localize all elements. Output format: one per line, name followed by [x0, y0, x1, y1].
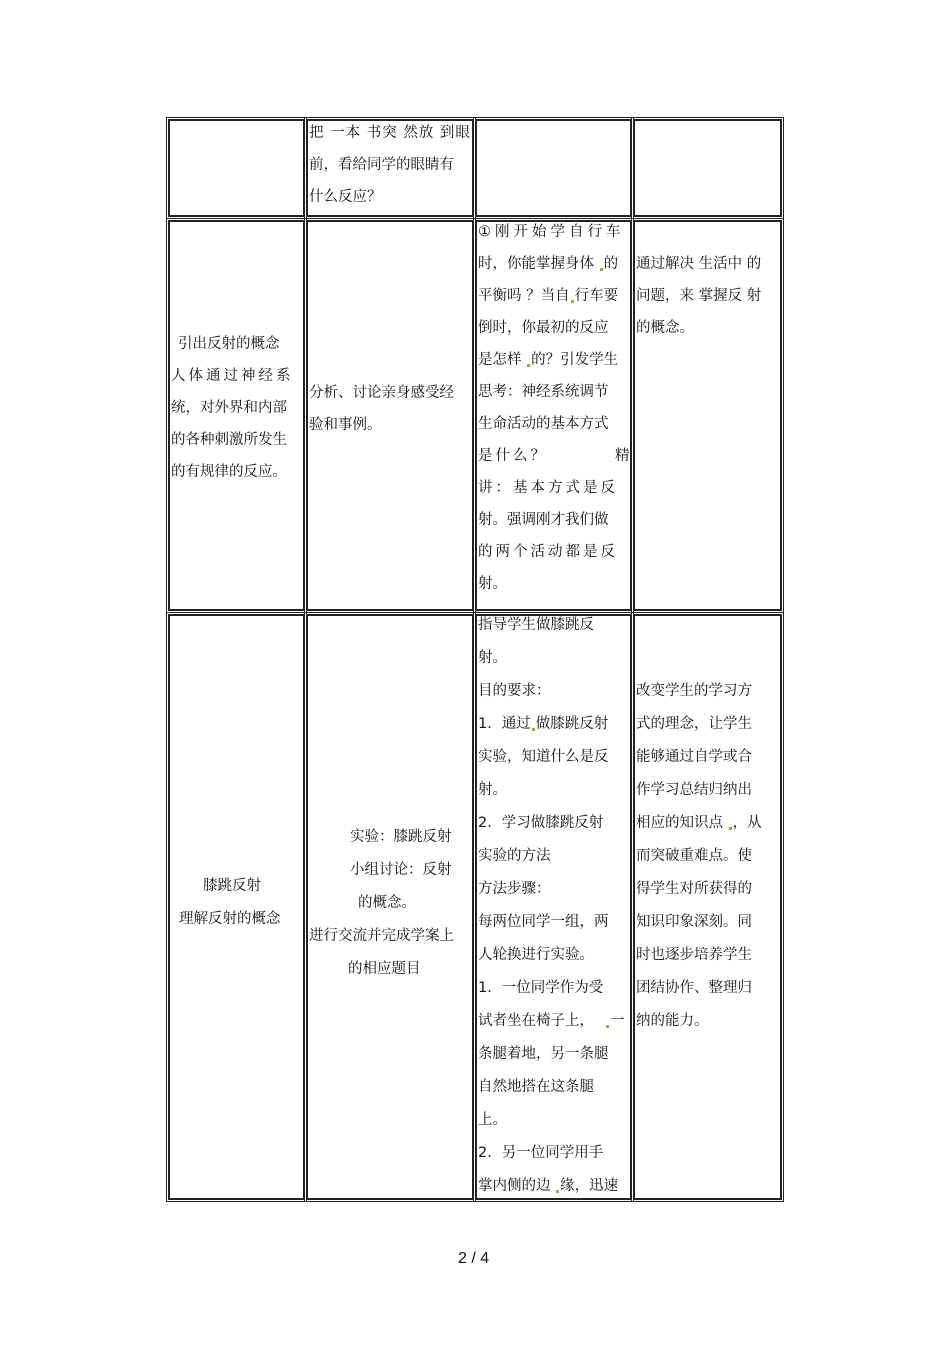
cell-text: 射。	[478, 576, 507, 592]
cell-text-part: 的？引发学生	[531, 352, 619, 368]
table-cell-r3-c2	[306, 614, 474, 1200]
cell-text: 引出反射的概念	[178, 336, 280, 352]
cell-text: 问题，来 掌握反 射	[636, 288, 762, 304]
cell-text: 时也逐步培养学生	[636, 947, 752, 963]
cell-text: 团结协作、整理归	[636, 980, 752, 996]
cell-text: 倒时，你最初的反应	[478, 320, 609, 336]
cell-text: 生命活动的基本方式	[478, 416, 609, 432]
cell-text-part: 是怎样	[478, 352, 527, 368]
cell-text	[605, 1012, 625, 1030]
cell-text: 2．另一位同学用手	[478, 1145, 604, 1161]
table-cell-r2-c1	[168, 220, 305, 611]
table-cell-r3-c3	[475, 614, 632, 1200]
cell-text: 讲：基本方式是反	[478, 480, 618, 496]
cell-text: 的各种刺激所发生	[171, 432, 287, 448]
cell-text: 指导学生做膝跳反	[478, 617, 594, 633]
green-mark-icon	[729, 827, 732, 830]
cell-text: 作学习总结归纳出	[636, 782, 752, 798]
cell-text	[478, 255, 618, 273]
cell-text: 自然地搭在这条腿	[478, 1079, 594, 1095]
cell-text: 把 一本 书突 然放 到眼	[309, 125, 471, 141]
cell-text-part: 做膝跳反射	[535, 716, 609, 732]
table-cell-r1-c2	[306, 119, 474, 217]
cell-text	[636, 814, 762, 832]
cell-text: 实验：膝跳反射	[350, 829, 452, 845]
cell-text: 人轮换进行实验。	[478, 947, 594, 963]
cell-text: 的两个活动都是反	[478, 544, 618, 560]
table-cell-r2-c2	[306, 220, 474, 611]
cell-text: 小组讨论：反射	[350, 862, 452, 878]
green-mark-icon	[600, 268, 603, 271]
cell-text: 理解反射的概念	[179, 911, 281, 927]
cell-text: 验和事例。	[309, 417, 382, 433]
cell-text: 的相应题目	[348, 961, 421, 977]
cell-text: 试者坐在椅子上，	[478, 1013, 594, 1029]
green-mark-icon	[606, 1025, 609, 1028]
cell-text: 能够通过自学或合	[636, 749, 752, 765]
cell-text-part: 平衡吗 ？当自	[478, 288, 570, 304]
cell-text: 前，看给同学的眼睛有	[309, 157, 454, 173]
cell-text-part: 行车要	[574, 288, 619, 304]
table-cell-r1-c1	[168, 119, 305, 217]
cell-text: 方法步骤：	[478, 881, 551, 897]
cell-text-part: 相应的知识点	[636, 815, 728, 831]
cell-text: 射。强调刚才我们做	[478, 512, 609, 528]
cell-text: 条腿着地，另一条腿	[478, 1046, 609, 1062]
cell-text: 什么反应？	[309, 189, 382, 205]
cell-text-part: 掌内侧的边	[478, 1178, 556, 1194]
cell-text: 目的要求：	[478, 683, 551, 699]
cell-text: 通过解决 生活中 的	[636, 256, 762, 272]
cell-text: 纳的能力。	[636, 1013, 709, 1029]
cell-text: 分析、讨论亲身感受经	[309, 385, 454, 401]
cell-text-part: 1．通过	[478, 716, 531, 732]
cell-text: 实验，知道什么是反	[478, 749, 609, 765]
cell-text: 的概念。	[636, 320, 694, 336]
table-cell-r3-c1	[168, 614, 305, 1200]
table-cell-r1-c4	[633, 119, 782, 217]
green-mark-icon	[556, 1190, 559, 1193]
cell-text-part: ，从	[732, 815, 762, 831]
cell-text: 精	[615, 448, 630, 464]
table-cell-r2-c4	[633, 220, 782, 611]
cell-text: 射。	[478, 650, 507, 666]
cell-text	[478, 351, 618, 369]
cell-text: 上。	[478, 1112, 507, 1128]
cell-text: 实验的方法	[478, 848, 551, 864]
green-mark-icon	[571, 300, 574, 303]
cell-text: 每两位同学一组，两	[478, 914, 609, 930]
cell-text: 知识印象深刻。同	[636, 914, 752, 930]
cell-text	[478, 287, 618, 305]
cell-text: 射。	[478, 782, 507, 798]
green-mark-icon	[527, 364, 530, 367]
green-mark-icon	[532, 728, 535, 731]
table-cell-r1-c3	[475, 119, 632, 217]
cell-text: 式的理念，让学生	[636, 716, 752, 732]
cell-text: 的有规律的反应。	[171, 464, 287, 480]
table-cell-r2-c3	[475, 220, 632, 611]
cell-text	[478, 1177, 618, 1195]
cell-text: 2．学习做膝跳反射	[478, 815, 604, 831]
cell-text: ①刚开始学自行车	[478, 224, 625, 240]
cell-text-part: 时，你能掌握身体	[478, 256, 599, 272]
cell-text: 膝跳反射	[203, 878, 261, 894]
cell-text: 是什么？	[478, 448, 548, 464]
cell-text: 1．一位同学作为受	[478, 980, 604, 996]
cell-text: 而突破重难点。使	[636, 848, 752, 864]
page-number: 2 / 4	[458, 1250, 490, 1267]
cell-text: 的概念。	[358, 895, 416, 911]
cell-text: 进行交流并完成学案上	[309, 928, 454, 944]
cell-text-part: 缘，迅速	[560, 1178, 619, 1194]
cell-text: 人体通过神经系	[171, 368, 294, 384]
cell-text	[478, 715, 608, 733]
cell-text-part: 的	[603, 256, 619, 272]
cell-text-part: 一	[610, 1013, 625, 1029]
cell-text: 统，对外界和内部	[171, 400, 287, 416]
cell-text: 得学生对所获得的	[636, 881, 752, 897]
cell-text: 改变学生的学习方	[636, 683, 752, 699]
cell-text: 思考：神经系统调节	[478, 384, 609, 400]
table-cell-r3-c4	[633, 614, 782, 1200]
